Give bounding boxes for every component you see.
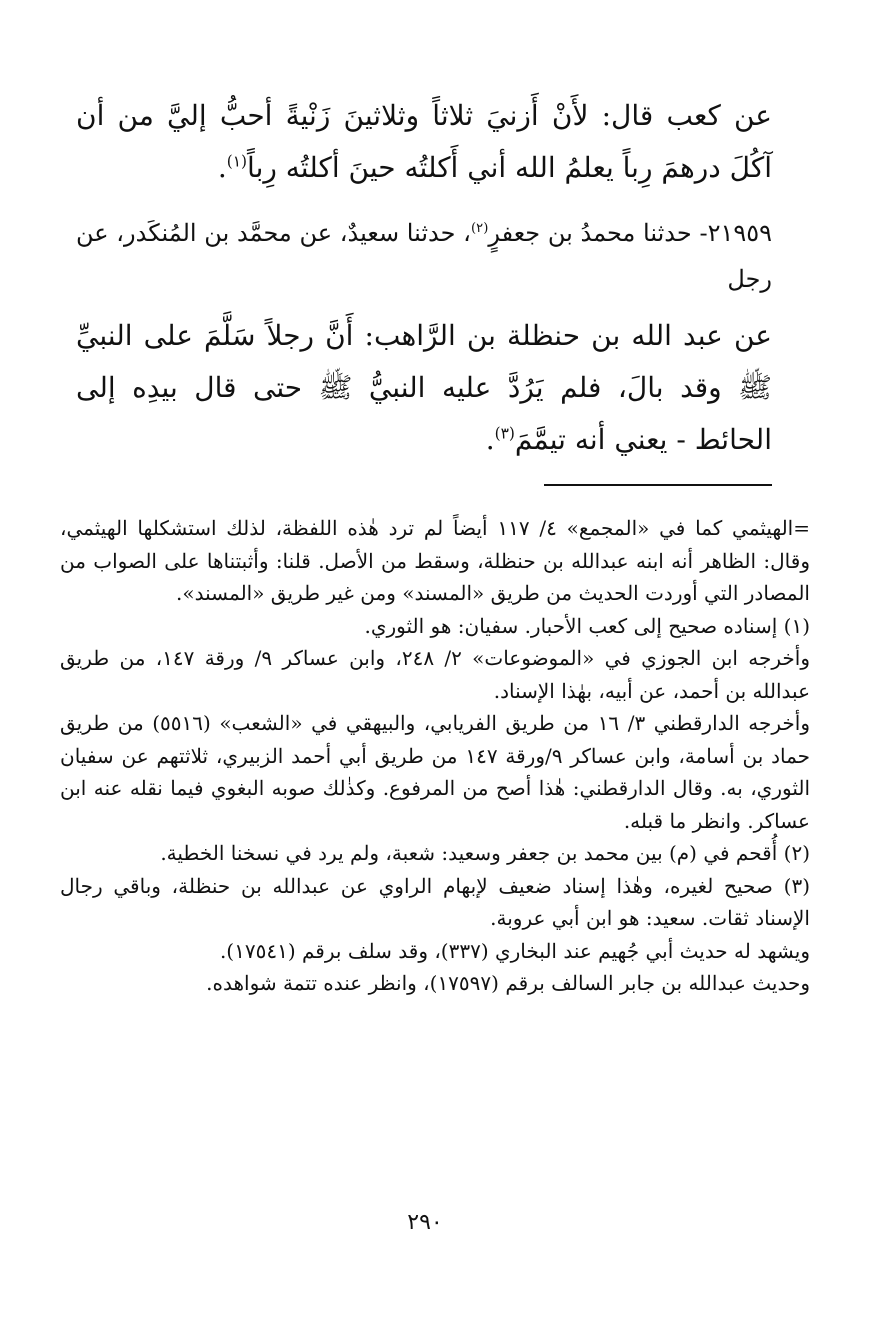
footnote-3-witness-b: وحديث عبدالله بن جابر السالف برقم (١٧٥٩٧)، وانظر عنده تتمة شواهده. [206, 971, 810, 995]
footnote-1-source-a: وأخرجه ابن الجوزي في «الموضوعات» ٢/ ٢٤٨، وابن عساكر ٩/ ورقة ١٤٧، من طريق عبدالله بن أحمد، عن أبيه، بهٰذا الإسناد. [60, 646, 810, 703]
footnote-1-source-b: وأخرجه الدارقطني ٣/ ١٦ من طريق الفريابي، والبيهقي في «الشعب» (٥٥١٦) من طريق حماد بن أسامة، وابن عساكر ٩/ورقة ١٤٧ من طريق أبي أحمد الزبيري، ثلاثتهم عن سفيان الثوري، به. وقال الدارقطني: هٰذا أصح من المرفوع. وكذٰلك صوبه البغوي فيما نقله عنه ابن عساكر. وانظر ما قبله. [60, 711, 811, 833]
main-paragraph-1 [76, 90, 772, 194]
footnote-1: (١) إسناده صحيح إلى كعب الأحبار. سفيان: هو الثوري. [364, 613, 810, 638]
punctuation: . [217, 151, 227, 184]
footnote-ref-1: (١) [226, 152, 248, 171]
footnote-2: (٢) أُقحم في (م) بين محمد بن جعفر وسعيد: شعبة، ولم يرد في نسخنا الخطية. [160, 841, 810, 865]
main-text: عن عبد الله بن حنظلة بن الرَّاهب: أَنَّ رجلاً سَلَّمَ على النبيِّ ﷺ وقد بالَ، فلم يَرُدَّ عليه النبيُّ ﷺ حتى قال بيدِه إلى الحائط - يعني أنه تيمَّمَ [76, 319, 772, 456]
footnote-ref-3: (٣) [494, 424, 515, 443]
main-text: عن كعب قال: لأَنْ أَزنيَ ثلاثاً وثلاثينَ زَنْيةً أحبُّ إليَّ من أن آكُلَ درهمَ رِباً يعلمُ الله أني أَكلتُه حينَ أكلتُه رِباً [76, 99, 772, 184]
page-number: ٢٩٠ [407, 1210, 443, 1235]
footnote-3-witness-a: ويشهد له حديث أبي جُهيم عند البخاري (٣٣٧)، وقد سلف برقم (١٧٥٤١). [219, 938, 810, 963]
footnote-separator [544, 484, 772, 486]
hadith-number-text: ٢١٩٥٩- حدثنا محمدُ بن جعفرٍ [488, 219, 773, 247]
main-paragraph-2 [76, 310, 772, 466]
punctuation: . [485, 423, 495, 456]
chain-text: ، حدثنا سعيدٌ، عن محمَّد بن المُنكَدر، عن رجل [76, 219, 772, 293]
footnote-ref-2: (٢) [470, 221, 489, 236]
footnotes [60, 512, 810, 1000]
footnote-3: (٣) صحيح لغيره، وهٰذا إسناد ضعيف لإبهام الراوي عن عبدالله بن حنظلة، وباقي رجال الإسناد ثقات. سعيد: هو ابن أبي عروبة. [60, 873, 810, 930]
footnote-continuation: =الهيثمي كما في «المجمع» ٤/ ١١٧ أيضاً لم ترد هٰذه اللفظة، لذلك استشكلها الهيثمي، وقال: الظاهر أنه ابنه عبدالله بن حنظلة، وسقط من الأصل. قلنا: وأثبتناها على الصواب من المصادر التي أوردت الحديث من طريق «المسند» ومن غير طريق «المسند». [60, 516, 810, 605]
hadith-chain [76, 210, 772, 302]
